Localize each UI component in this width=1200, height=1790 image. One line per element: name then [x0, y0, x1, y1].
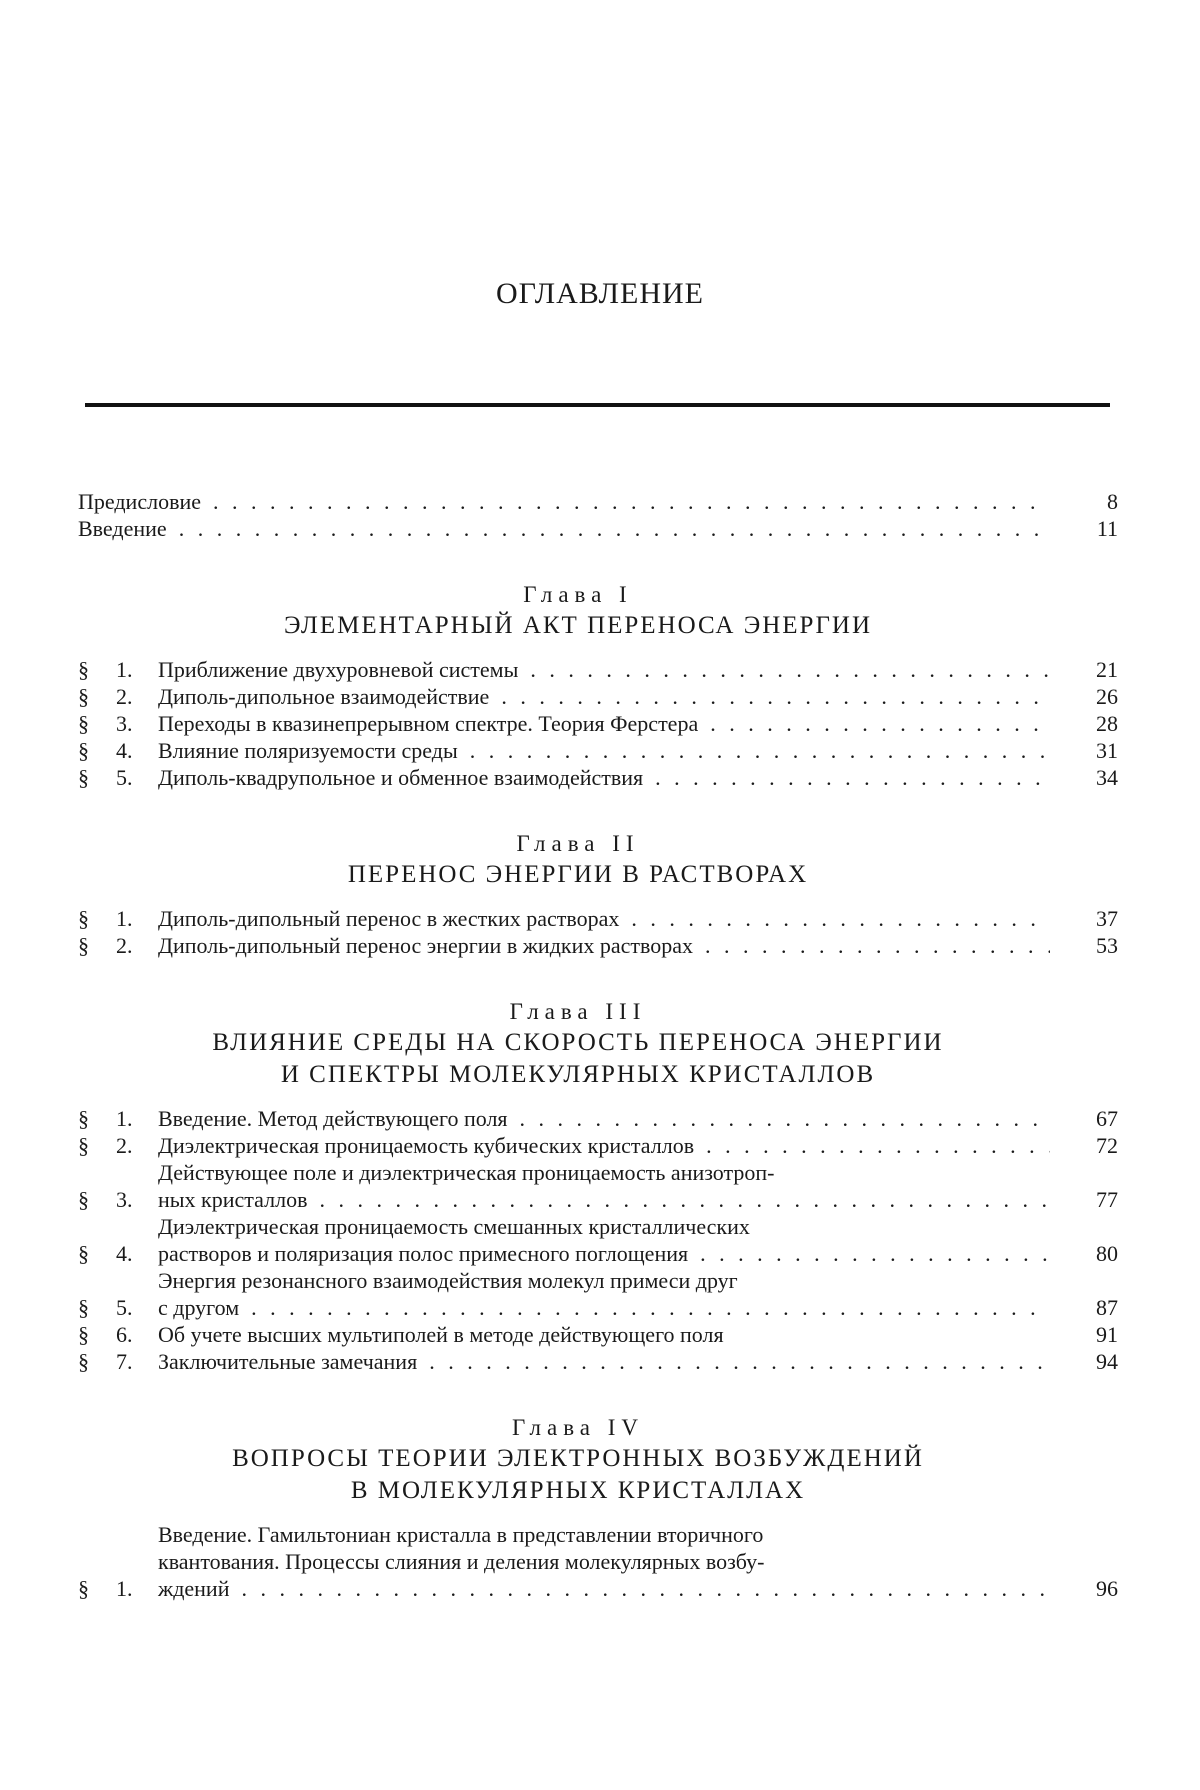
leader-dots: [251, 1294, 1050, 1321]
entry-title: [158, 1132, 1062, 1159]
section-number: 1.: [116, 1576, 133, 1601]
entry-title: [158, 737, 1062, 764]
entry-title-line: Заключительные замечания: [158, 1349, 418, 1374]
entry-title-lastline: [158, 1105, 1062, 1132]
section-sign: §: [78, 1295, 89, 1320]
entry-title-lastline: [158, 683, 1062, 710]
front-matter: [78, 488, 1118, 542]
entry-title: [78, 515, 1062, 542]
leader-dots: [631, 905, 1050, 932]
entry-title-lastline: [158, 656, 1062, 683]
page-number: 94: [1096, 1349, 1118, 1374]
page-number: 37: [1096, 906, 1118, 931]
leader-dots: [501, 683, 1050, 710]
page-number: 26: [1096, 684, 1118, 709]
chapter: [78, 997, 1118, 1375]
leader-dots: [700, 1240, 1050, 1267]
entry-title-lastline: [158, 1132, 1062, 1159]
section-sign: §: [78, 711, 89, 736]
toc-entry[interactable]: [78, 905, 1118, 932]
leader-dots: [706, 1132, 1050, 1159]
entry-title: [158, 1321, 1062, 1348]
toc-entry[interactable]: [78, 1348, 1118, 1375]
entry-title-line: Об учете высших мультиполей в методе действующего поля: [158, 1322, 724, 1347]
section-number: 4.: [116, 1241, 133, 1266]
entry-title-line: Введение. Гамильтониан кристалла в представлении вторичного: [158, 1522, 764, 1547]
entry-title-line: Введение: [78, 516, 167, 541]
entry-title-lastline: [78, 515, 1062, 542]
toc-entry[interactable]: [78, 656, 1118, 683]
entry-title-line: Влияние поляризуемости среды: [158, 738, 458, 763]
section-sign: §: [78, 1187, 89, 1212]
page-number: 28: [1096, 711, 1118, 736]
leader-dots: [520, 1105, 1050, 1132]
section-sign: §: [78, 906, 89, 931]
section-sign: §: [78, 1322, 89, 1347]
entry-title-lastline: [158, 764, 1062, 791]
entry-title-line: Диэлектрическая проницаемость кубических кристаллов: [158, 1133, 695, 1158]
chapter-title: В МОЛЕКУЛЯРНЫХ КРИСТАЛЛАХ: [350, 1477, 806, 1504]
entry-title-lastline: [158, 710, 1062, 737]
leader-dots: [655, 764, 1050, 791]
leader-dots: [710, 710, 1050, 737]
entry-title-line: с другом: [158, 1295, 240, 1320]
entry-title-line: ждений: [158, 1576, 230, 1601]
entry-title: [158, 905, 1062, 932]
toc-entry[interactable]: [78, 683, 1118, 710]
toc-entry[interactable]: [78, 932, 1118, 959]
section-sign: §: [78, 684, 89, 709]
entry-title-line: Предисловие: [78, 489, 201, 514]
entry-title: [158, 1348, 1062, 1375]
chapter-title: ВЛИЯНИЕ СРЕДЫ НА СКОРОСТЬ ПЕРЕНОСА ЭНЕРГИИ: [212, 1029, 944, 1056]
entry-title-line: Диэлектрическая проницаемость смешанных кристаллических: [158, 1214, 750, 1239]
entry-title-line: Диполь-дипольное взаимодействие: [158, 684, 490, 709]
page-number: 21: [1096, 657, 1118, 682]
entry-title: [158, 656, 1062, 683]
entry-title-line: Диполь-дипольный перенос в жестких растворах: [158, 906, 620, 931]
section-number: 5.: [116, 765, 133, 790]
entry-title: [158, 1521, 1062, 1602]
entry-title-line: квантования. Процессы слияния и деления молекулярных возбу-: [158, 1549, 765, 1574]
section-number: 6.: [116, 1322, 133, 1347]
section-sign: §: [78, 765, 89, 790]
toc-entry[interactable]: [78, 737, 1118, 764]
entry-title-lastline: [158, 932, 1062, 959]
chapter-title: И СПЕКТРЫ МОЛЕКУЛЯРНЫХ КРИСТАЛЛОВ: [280, 1061, 876, 1088]
entry-title-lastline: [158, 1186, 1062, 1213]
entry-title-line: Энергия резонансного взаимодействия молекул примеси друг: [158, 1268, 738, 1293]
entry-title-line: растворов и поляризация полос примесного поглощения: [158, 1241, 689, 1266]
chapter-title: ВОПРОСЫ ТЕОРИИ ЭЛЕКТРОННЫХ ВОЗБУЖДЕНИЙ: [232, 1445, 924, 1472]
page-number: 8: [1107, 489, 1118, 514]
leader-dots: [179, 515, 1050, 542]
leader-dots: [213, 488, 1050, 515]
entry-title-lastline: [158, 737, 1062, 764]
chapter-label: Глава II: [516, 831, 640, 856]
entry-title: [158, 1159, 1062, 1213]
toc-entry[interactable]: [78, 488, 1118, 515]
toc-entry[interactable]: [78, 1321, 1118, 1348]
toc-entry[interactable]: [78, 515, 1118, 542]
chapter: [78, 1413, 1118, 1602]
leader-dots: [429, 1348, 1050, 1375]
entry-title-lastline: [158, 905, 1062, 932]
entry-title-line: Введение. Метод действующего поля: [158, 1106, 508, 1131]
leader-dots: [241, 1575, 1050, 1602]
page-number: 34: [1096, 765, 1118, 790]
toc-entry[interactable]: [78, 1521, 1118, 1602]
chapter-label: Глава I: [523, 582, 633, 607]
section-number: 1.: [116, 657, 133, 682]
page-number: 11: [1096, 516, 1118, 541]
entry-title-line: Действующее поле и диэлектрическая проницаемость анизотроп-: [158, 1160, 775, 1185]
toc-entry[interactable]: [78, 1213, 1118, 1267]
section-sign: §: [78, 738, 89, 763]
section-number: 7.: [116, 1349, 133, 1374]
page-number: 77: [1096, 1187, 1118, 1212]
section-sign: §: [78, 933, 89, 958]
entry-title: [158, 1267, 1062, 1321]
section-sign: §: [78, 1576, 89, 1601]
section-sign: §: [78, 1349, 89, 1374]
toc-entry[interactable]: [78, 764, 1118, 791]
section-sign: §: [78, 1106, 89, 1131]
toc-entry[interactable]: [78, 1132, 1118, 1159]
page-title: ОГЛАВЛЕНИЕ: [496, 277, 704, 310]
entry-title-line: ных кристаллов: [158, 1187, 308, 1212]
page-number: 96: [1096, 1576, 1118, 1601]
leader-dots: [705, 932, 1050, 959]
entry-title-lastline: [158, 1240, 1062, 1267]
section-number: 2.: [116, 684, 133, 709]
entry-title-line: Приближение двухуровневой системы: [158, 657, 519, 682]
page-number: 31: [1096, 738, 1118, 763]
section-sign: §: [78, 1133, 89, 1158]
entry-title-line: Диполь-дипольный перенос энергии в жидких растворах: [158, 933, 693, 958]
toc-entry[interactable]: [78, 1105, 1118, 1132]
section-number: 2.: [116, 933, 133, 958]
chapter-label: Глава III: [509, 999, 647, 1024]
section-number: 1.: [116, 906, 133, 931]
chapter-title: ПЕРЕНОС ЭНЕРГИИ В РАСТВОРАХ: [347, 861, 809, 888]
chapter-label: Глава IV: [511, 1415, 645, 1440]
chapter-heading: [78, 829, 1118, 891]
entry-title-line: Переходы в квазинепрерывном спектре. Теория Ферстера: [158, 711, 699, 736]
toc-entry[interactable]: [78, 1159, 1118, 1213]
section-number: 5.: [116, 1295, 133, 1320]
entry-title-lastline: [78, 488, 1062, 515]
title-rule: [85, 403, 1110, 407]
section-number: 4.: [116, 738, 133, 763]
entry-title-lastline: [158, 1575, 1062, 1602]
chapter-title: ЭЛЕМЕНТАРНЫЙ АКТ ПЕРЕНОСА ЭНЕРГИИ: [283, 612, 873, 639]
page-number: 80: [1096, 1241, 1118, 1266]
leader-dots: [470, 737, 1050, 764]
toc-entry[interactable]: [78, 1267, 1118, 1321]
page-number: 67: [1096, 1106, 1118, 1131]
entry-title: [158, 764, 1062, 791]
page-number: 72: [1096, 1133, 1118, 1158]
toc-entry[interactable]: [78, 710, 1118, 737]
chapter-heading: [78, 580, 1118, 642]
page-number: 53: [1096, 933, 1118, 958]
section-number: 2.: [116, 1133, 133, 1158]
page-number: 91: [1096, 1322, 1118, 1347]
entry-title: [158, 683, 1062, 710]
entry-title: [158, 932, 1062, 959]
entry-title: [158, 1105, 1062, 1132]
entry-title: [158, 1213, 1062, 1267]
leader-dots: [319, 1186, 1050, 1213]
page-number: 87: [1096, 1295, 1118, 1320]
chapter-heading: [78, 997, 1118, 1091]
table-of-contents: [78, 488, 1118, 1602]
section-sign: §: [78, 657, 89, 682]
entry-title-line: Диполь-квадрупольное и обменное взаимодействия: [158, 765, 644, 790]
entry-title-lastline: [158, 1294, 1062, 1321]
chapter: [78, 829, 1118, 959]
section-number: 3.: [116, 1187, 133, 1212]
chapter-heading: [78, 1413, 1118, 1507]
entry-title-lastline: [158, 1348, 1062, 1375]
chapter: [78, 580, 1118, 791]
entry-title: [78, 488, 1062, 515]
section-number: 3.: [116, 711, 133, 736]
leader-dots: [530, 656, 1050, 683]
entry-title-lastline: [158, 1321, 1062, 1348]
section-number: 1.: [116, 1106, 133, 1131]
entry-title: [158, 710, 1062, 737]
section-sign: §: [78, 1241, 89, 1266]
